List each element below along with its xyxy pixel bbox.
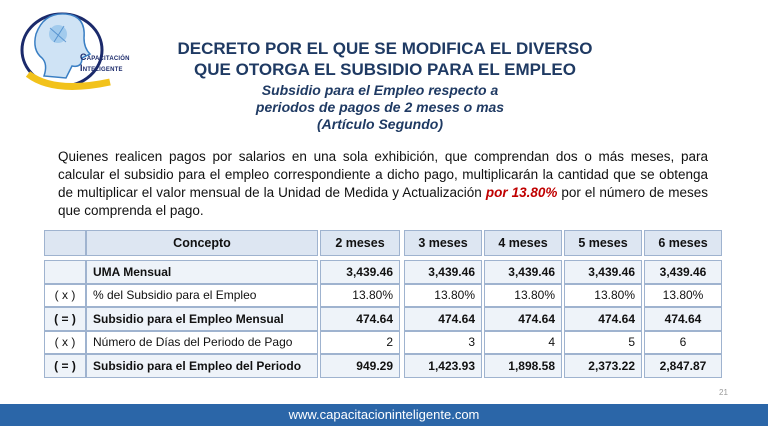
value-cell: 1,423.93 bbox=[404, 354, 482, 378]
value-cell: 4 bbox=[484, 331, 562, 355]
concept-cell: UMA Mensual bbox=[86, 260, 318, 284]
paragraph-text-before: Quienes realicen pagos por salarios en una sola exhibición, que comprendan dos o más meses, para calcular el subsidio para el empleo correspondiente a dicho pago, multiplicarán la cantidad que se obtenga de multiplicar el valor mensual de la Unidad de Medida y Actualización bbox=[58, 149, 708, 200]
value-cell: 474.64 bbox=[564, 307, 642, 331]
value-cell: 13.80% bbox=[404, 284, 482, 308]
value-cell: 474.64 bbox=[404, 307, 482, 331]
concept-cell: Subsidio para el Empleo del Periodo bbox=[86, 354, 318, 378]
paragraph-text-after: por el número de meses que comprenda el pago. bbox=[58, 185, 708, 218]
value-cell: 5 bbox=[564, 331, 642, 355]
subtitle-line1: Subsidio para el Empleo respecto a bbox=[261, 82, 499, 98]
value-cell: 2,373.22 bbox=[564, 354, 642, 378]
page-number: 21 bbox=[719, 388, 728, 397]
value-cell: 13.80% bbox=[484, 284, 562, 308]
value-cell: 13.80% bbox=[644, 284, 722, 308]
header-6-meses: 6 meses bbox=[644, 230, 722, 256]
logo bbox=[14, 4, 130, 98]
header-operator-cell bbox=[44, 230, 86, 256]
value-cell: 474.64 bbox=[320, 307, 400, 331]
page-title bbox=[150, 38, 620, 80]
operator-cell bbox=[44, 260, 86, 284]
body-paragraph bbox=[58, 148, 708, 220]
paragraph-highlight: por 13.80% bbox=[485, 185, 558, 200]
head-logo-icon bbox=[14, 4, 130, 98]
value-cell: 13.80% bbox=[564, 284, 642, 308]
operator-cell: ( = ) bbox=[44, 307, 86, 331]
concept-cell: Número de Días del Periodo de Pago bbox=[86, 331, 318, 355]
value-cell: 3,439.46 bbox=[564, 260, 642, 284]
header-3-meses: 3 meses bbox=[404, 230, 482, 256]
subtitle-line2: periodos de pagos de 2 meses o mas bbox=[255, 99, 505, 115]
operator-cell: ( x ) bbox=[44, 284, 86, 308]
title-line2: QUE OTORGA EL SUBSIDIO PARA EL EMPLEO bbox=[194, 60, 576, 79]
value-cell: 474.64 bbox=[484, 307, 562, 331]
value-cell: 2,847.87 bbox=[644, 354, 722, 378]
operator-cell: ( = ) bbox=[44, 354, 86, 378]
value-cell: 1,898.58 bbox=[484, 354, 562, 378]
logo-line2: Inteligente bbox=[80, 63, 123, 73]
concept-cell: % del Subsidio para el Empleo bbox=[86, 284, 318, 308]
value-cell: 3 bbox=[404, 331, 482, 355]
subtitle-line3: (Artículo Segundo) bbox=[317, 116, 443, 132]
logo-line1: Capacitación bbox=[80, 52, 130, 62]
value-cell: 474.64 bbox=[644, 307, 722, 331]
value-cell: 3,439.46 bbox=[644, 260, 722, 284]
operator-cell: ( x ) bbox=[44, 331, 86, 355]
logo-text bbox=[80, 52, 130, 74]
header-4-meses: 4 meses bbox=[484, 230, 562, 256]
title-line1: DECRETO POR EL QUE SE MODIFICA EL DIVERSO bbox=[177, 39, 593, 58]
value-cell: 13.80% bbox=[320, 284, 400, 308]
header-5-meses: 5 meses bbox=[564, 230, 642, 256]
value-cell: 3,439.46 bbox=[320, 260, 400, 284]
concept-cell: Subsidio para el Empleo Mensual bbox=[86, 307, 318, 331]
header-2-meses: 2 meses bbox=[320, 230, 400, 256]
value-cell: 949.29 bbox=[320, 354, 400, 378]
value-cell: 2 bbox=[320, 331, 400, 355]
value-cell: 3,439.46 bbox=[404, 260, 482, 284]
header-concept: Concepto bbox=[86, 230, 318, 256]
footer-url: www.capacitacioninteligente.com bbox=[0, 404, 768, 426]
page-subtitle bbox=[220, 82, 540, 133]
value-cell: 3,439.46 bbox=[484, 260, 562, 284]
value-cell: 6 bbox=[644, 331, 722, 355]
